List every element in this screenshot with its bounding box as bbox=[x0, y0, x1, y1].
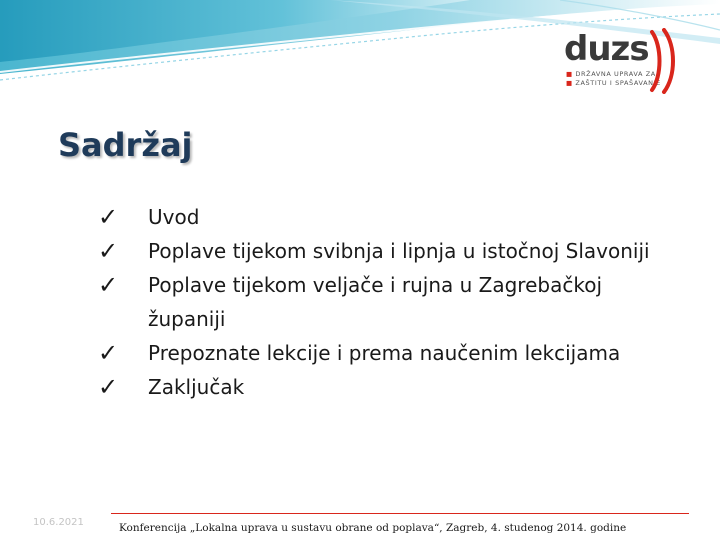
agenda-list bbox=[98, 200, 678, 404]
agenda-item bbox=[98, 268, 678, 336]
agenda-item bbox=[98, 336, 678, 370]
agenda-item bbox=[98, 200, 678, 234]
agenda-item bbox=[98, 370, 678, 404]
checkmark-icon: ✓ bbox=[98, 271, 119, 299]
logo-signal-arcs-icon bbox=[648, 28, 680, 94]
slide-title: Sadržaj bbox=[58, 126, 193, 164]
agenda-item-text: Poplave tijekom svibnja i lipnja u istočnoj Slavoniji bbox=[148, 239, 650, 263]
logo-subtitle-text-2: ZAŠTITU I SPAŠAVANJE bbox=[575, 79, 661, 87]
logo-subtitle-line1 bbox=[566, 70, 656, 78]
checkmark-icon: ✓ bbox=[98, 237, 119, 265]
logo-subtitle-line2 bbox=[566, 79, 661, 87]
footer-date: 10.6.2021 bbox=[33, 517, 84, 528]
logo-bullet-icon: ■ bbox=[566, 70, 576, 78]
checkmark-icon: ✓ bbox=[98, 373, 119, 401]
logo-subtitle-text-1: DRŽAVNA UPRAVA ZA bbox=[575, 70, 656, 78]
duzs-logo bbox=[560, 28, 685, 100]
agenda-item-text: Poplave tijekom veljače i rujna u Zagrebačkoj županiji bbox=[148, 273, 603, 331]
checkmark-icon: ✓ bbox=[98, 203, 119, 231]
logo-wordmark: duzs bbox=[564, 29, 649, 69]
logo-bullet-icon: ■ bbox=[566, 79, 576, 87]
checkmark-icon: ✓ bbox=[98, 339, 119, 367]
footer-conference-text: Konferencija „Lokalna uprava u sustavu obrane od poplava“, Zagreb, 4. studenog 2014. godine bbox=[119, 522, 627, 534]
agenda-item-text: Prepoznate lekcije i prema naučenim lekcijama bbox=[148, 341, 621, 365]
agenda-item-text: Uvod bbox=[148, 205, 200, 229]
agenda-item-text: Zaključak bbox=[148, 375, 245, 399]
agenda-item bbox=[98, 234, 678, 268]
footer-divider bbox=[111, 513, 689, 514]
